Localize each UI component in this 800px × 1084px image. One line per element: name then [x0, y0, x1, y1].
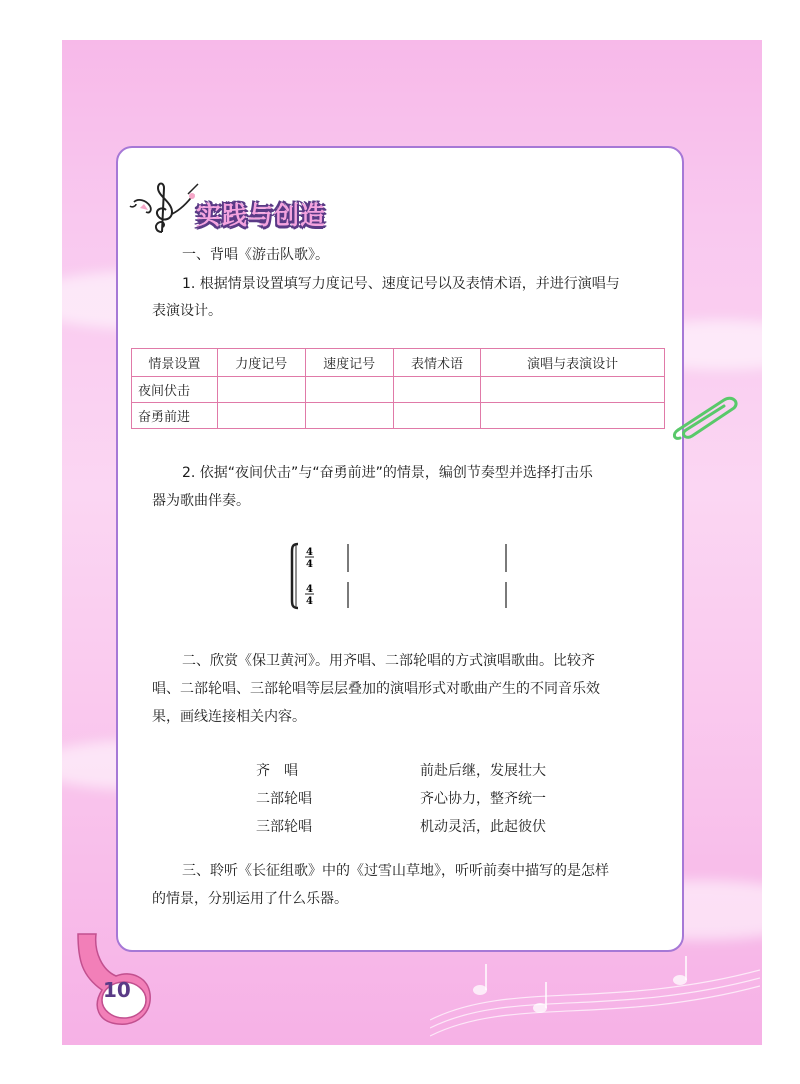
part1-q1-line2: 表演设计。: [152, 303, 222, 319]
table-cell[interactable]: [305, 403, 393, 429]
table-row: [132, 403, 665, 429]
time-signature-bottom-1: 4: [306, 559, 313, 570]
part1-q1-line1: 1. 根据情景设置填写力度记号、速度记号以及表情术语，并进行演唱与: [182, 276, 620, 292]
table-header: 演唱与表演设计: [481, 349, 665, 377]
time-signature-bottom-2: 4: [306, 596, 313, 607]
part2-line1: 二、欣赏《保卫黄河》。用齐唱、二部轮唱的方式演唱歌曲。比较齐: [182, 653, 595, 669]
table-cell[interactable]: [481, 403, 665, 429]
part2-line3: 果，画线连接相关内容。: [152, 709, 306, 725]
part1-q2-line2: 器为歌曲伴奏。: [152, 493, 250, 509]
match-right-item[interactable]: 前赴后继，发展壮大: [420, 763, 546, 779]
page-number: 10: [103, 978, 131, 1002]
table-header: 力度记号: [217, 349, 305, 377]
part1-heading: 一、背唱《游击队歌》。: [182, 247, 329, 263]
rhythm-staff: [288, 540, 528, 612]
table-cell[interactable]: [481, 377, 665, 403]
table-cell[interactable]: [305, 377, 393, 403]
match-left-item[interactable]: 二部轮唱: [256, 791, 312, 807]
table-row: [132, 377, 665, 403]
match-left-item[interactable]: 三部轮唱: [256, 819, 312, 835]
match-right-item[interactable]: 机动灵活，此起彼伏: [420, 819, 546, 835]
paperclip-icon: [668, 390, 742, 442]
match-right-item[interactable]: 齐心协力，整齐统一: [420, 791, 546, 807]
table-cell: 奋勇前进: [132, 403, 218, 429]
table-header-row: [132, 349, 665, 377]
table-header: 表情术语: [393, 349, 481, 377]
table-header: 情景设置: [132, 349, 218, 377]
treble-clef-conductor-icon: [128, 180, 200, 240]
part2-line2: 唱、二部轮唱、三部轮唱等层层叠加的演唱形式对歌曲产生的不同音乐效: [152, 681, 600, 697]
table-header: 速度记号: [305, 349, 393, 377]
time-signature-top-1: 4: [306, 547, 313, 558]
table-cell[interactable]: [393, 403, 481, 429]
scenario-table: [131, 348, 665, 429]
table-cell: 夜间伏击: [132, 377, 218, 403]
part3-line1: 三、聆听《长征组歌》中的《过雪山草地》，听听前奏中描写的是怎样: [182, 863, 609, 879]
table-cell[interactable]: [393, 377, 481, 403]
part3-line2: 的情景，分别运用了什么乐器。: [152, 891, 348, 907]
section-title: 实践与创造: [196, 201, 327, 230]
time-signature-top-2: 4: [306, 584, 313, 595]
table-cell[interactable]: [217, 377, 305, 403]
part1-q2-line1: 2. 依据“夜间伏击”与“奋勇前进”的情景，编创节奏型并选择打击乐: [182, 465, 593, 481]
table-cell[interactable]: [217, 403, 305, 429]
match-left-item[interactable]: 齐 唱: [256, 763, 298, 779]
music-notes-icon: [430, 950, 760, 1045]
